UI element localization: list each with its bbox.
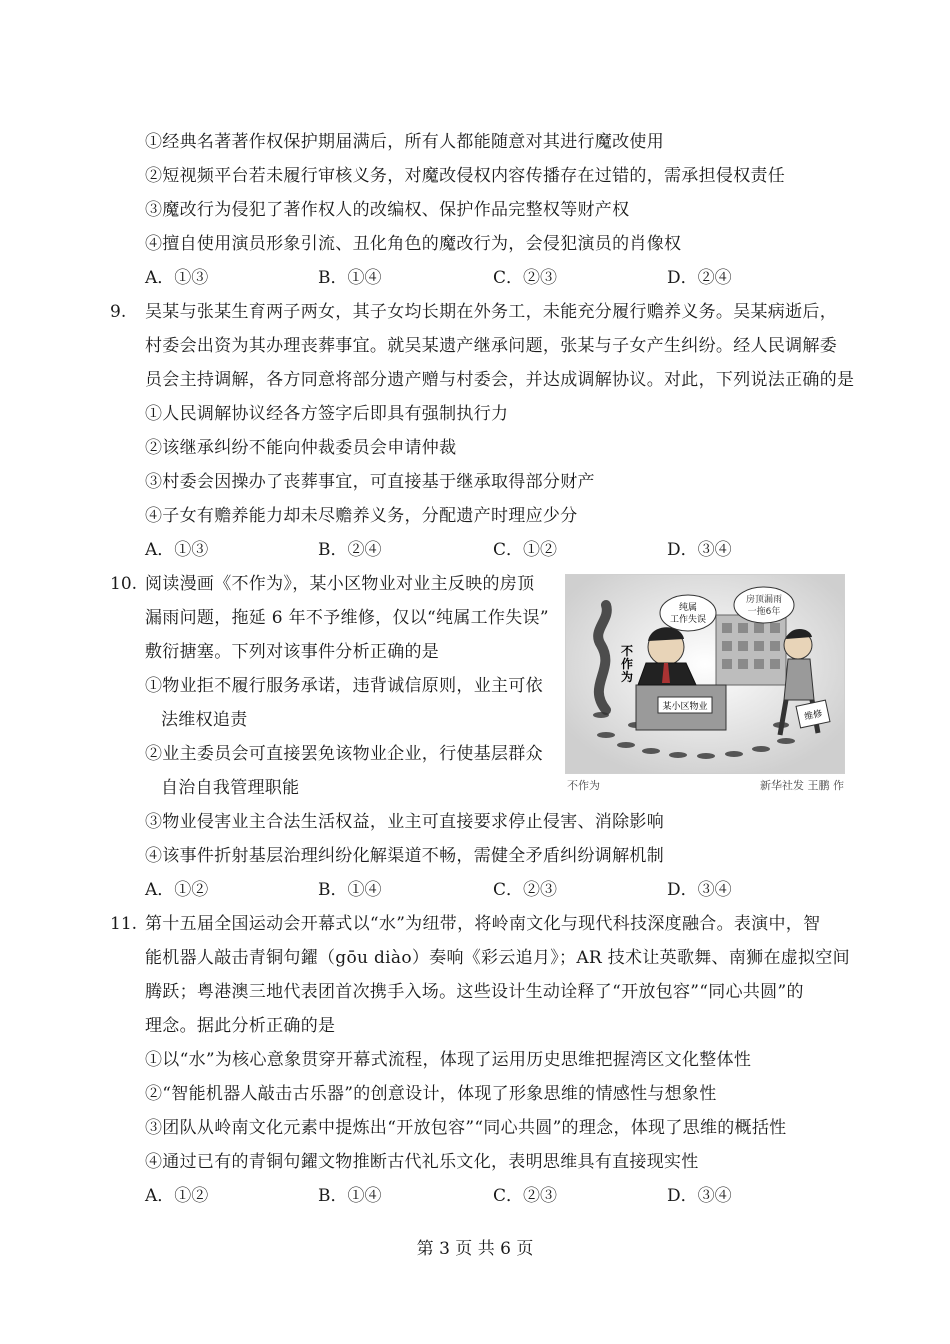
q11-number: 11. bbox=[110, 914, 138, 934]
q11-item-2: ②“智能机器人敲击古乐器”的创意设计，体现了形象思维的情感性与想象性 bbox=[145, 1084, 717, 1104]
q10-stem-line-2: 漏雨问题，拖延 6 年不予维修，仅以“纯属工作失误” bbox=[145, 608, 549, 628]
q11-item-3: ③团队从岭南文化元素中提炼出“开放包容”“同心共圆”的理念，体现了思维的概括性 bbox=[145, 1118, 787, 1138]
q11-stem-line-3: 腾跃；粤港澳三地代表团首次携手入场。这些设计生动诠释了“开放包容”“同心共圆”的 bbox=[145, 982, 804, 1002]
q9-number: 9. bbox=[110, 302, 127, 322]
q9-item-1: ①人民调解协议经各方签字后即具有强制执行力 bbox=[145, 404, 509, 424]
q10-stem-line-3: 敷衍搪塞。下列对该事件分析正确的是 bbox=[145, 642, 440, 662]
q10-item-2: ②业主委员会可直接罢免该物业企业，行使基层群众 bbox=[145, 744, 543, 764]
q10-stem-line-1: 阅读漫画《不作为》，某小区物业对业主反映的房顶 bbox=[145, 574, 535, 594]
q11-stem-line-2: 能机器人敲击青铜句鑃（gōu diào）奏响《彩云追月》；AR 技术让英歌舞、南狮在虚拟空间 bbox=[145, 948, 850, 968]
q9-option-b: B．②④ bbox=[318, 540, 382, 560]
paper-note: 维修 bbox=[803, 709, 824, 723]
q8-option-a: A．①③ bbox=[145, 268, 209, 288]
q10-option-d: D．③④ bbox=[667, 880, 732, 900]
vertical-label-char: 为 bbox=[621, 670, 634, 684]
cartoon-caption-right: 新华社发 王鹏 作 bbox=[760, 779, 844, 792]
bubble-left-line-1: 纯属 bbox=[678, 603, 698, 613]
bubble-left-line-2: 工作失误 bbox=[669, 615, 707, 625]
q8-item-3: ③魔改行为侵犯了著作权人的改编权、保护作品完整权等财产权 bbox=[145, 200, 630, 220]
q9-item-4: ④子女有赡养能力却未尽赡养义务，分配遗产时理应少分 bbox=[145, 506, 578, 526]
bubble-right-line-2: 一拖6年 bbox=[747, 607, 781, 617]
cartoon-drawing bbox=[566, 575, 844, 773]
q11-item-4: ④通过已有的青铜句鑃文物推断古代礼乐文化，表明思维具有直接现实性 bbox=[145, 1152, 699, 1172]
q8-item-1: ①经典名著著作权保护期届满后，所有人都能随意对其进行魔改使用 bbox=[145, 132, 664, 152]
q8-option-b: B．①④ bbox=[318, 268, 382, 288]
q8-option-d: D．②④ bbox=[667, 268, 732, 288]
q11-option-c: C．②③ bbox=[493, 1186, 558, 1206]
q10-number: 10. bbox=[110, 574, 138, 594]
q10-item-3: ③物业侵害业主合法生活权益，业主可直接要求停止侵害、消除影响 bbox=[145, 812, 664, 832]
cartoon-illustration bbox=[565, 574, 845, 774]
q9-item-3: ③村委会因操办了丧葬事宜，可直接基于继承取得部分财产 bbox=[145, 472, 595, 492]
q9-option-d: D．③④ bbox=[667, 540, 732, 560]
q10-option-c: C．②③ bbox=[493, 880, 558, 900]
q11-option-a: A．①② bbox=[145, 1186, 209, 1206]
cartoon-caption-left: 不作为 bbox=[567, 779, 600, 792]
bubble-right-line-1: 房顶漏雨 bbox=[745, 595, 783, 605]
q11-option-b: B．①④ bbox=[318, 1186, 382, 1206]
vertical-label bbox=[621, 643, 633, 684]
q8-item-4: ④擅自使用演员形象引流、丑化角色的魔改行为，会侵犯演员的肖像权 bbox=[145, 234, 682, 254]
q9-stem-line-2: 村委会出资为其办理丧葬事宜。就吴某遗产继承问题，张某与子女产生纠纷。经人民调解委 bbox=[145, 336, 837, 356]
q11-stem-line-1: 第十五届全国运动会开幕式以“水”为纽带，将岭南文化与现代科技深度融合。表演中，智 bbox=[145, 914, 821, 934]
desk-sign: 某小区物业 bbox=[662, 702, 708, 712]
q9-option-c: C．①② bbox=[493, 540, 558, 560]
q9-stem-line-1: 吴某与张某生育两子两女，其子女均长期在外务工，未能充分履行赡养义务。吴某病逝后， bbox=[145, 302, 837, 322]
q9-stem-line-3: 员会主持调解，各方同意将部分遗产赠与村委会，并达成调解协议。对此，下列说法正确的是 bbox=[145, 370, 855, 390]
q10-item-2-cont: 自治自我管理职能 bbox=[161, 778, 300, 798]
q8-item-2: ②短视频平台若未履行审核义务，对魔改侵权内容传播存在过错的，需承担侵权责任 bbox=[145, 166, 786, 186]
q9-option-a: A．①③ bbox=[145, 540, 209, 560]
page-footer: 第 3 页 共 6 页 bbox=[416, 1239, 534, 1259]
q10-item-1: ①物业拒不履行服务承诺，违背诚信原则，业主可依 bbox=[145, 676, 543, 696]
q10-option-b: B．①④ bbox=[318, 880, 382, 900]
q11-item-1: ①以“水”为核心意象贯穿开幕式流程，体现了运用历史思维把握湾区文化整体性 bbox=[145, 1050, 752, 1070]
q11-option-d: D．③④ bbox=[667, 1186, 732, 1206]
vertical-label-char: 作 bbox=[621, 657, 634, 671]
q10-option-a: A．①② bbox=[145, 880, 209, 900]
vertical-label-char: 不 bbox=[621, 644, 634, 658]
q10-item-4: ④该事件折射基层治理纠纷化解渠道不畅，需健全矛盾纠纷调解机制 bbox=[145, 846, 664, 866]
q10-item-1-cont: 法维权追责 bbox=[161, 710, 248, 730]
q9-item-2: ②该继承纠纷不能向仲裁委员会申请仲裁 bbox=[145, 438, 457, 458]
q11-stem-line-4: 理念。据此分析正确的是 bbox=[145, 1016, 336, 1036]
q8-option-c: C．②③ bbox=[493, 268, 558, 288]
